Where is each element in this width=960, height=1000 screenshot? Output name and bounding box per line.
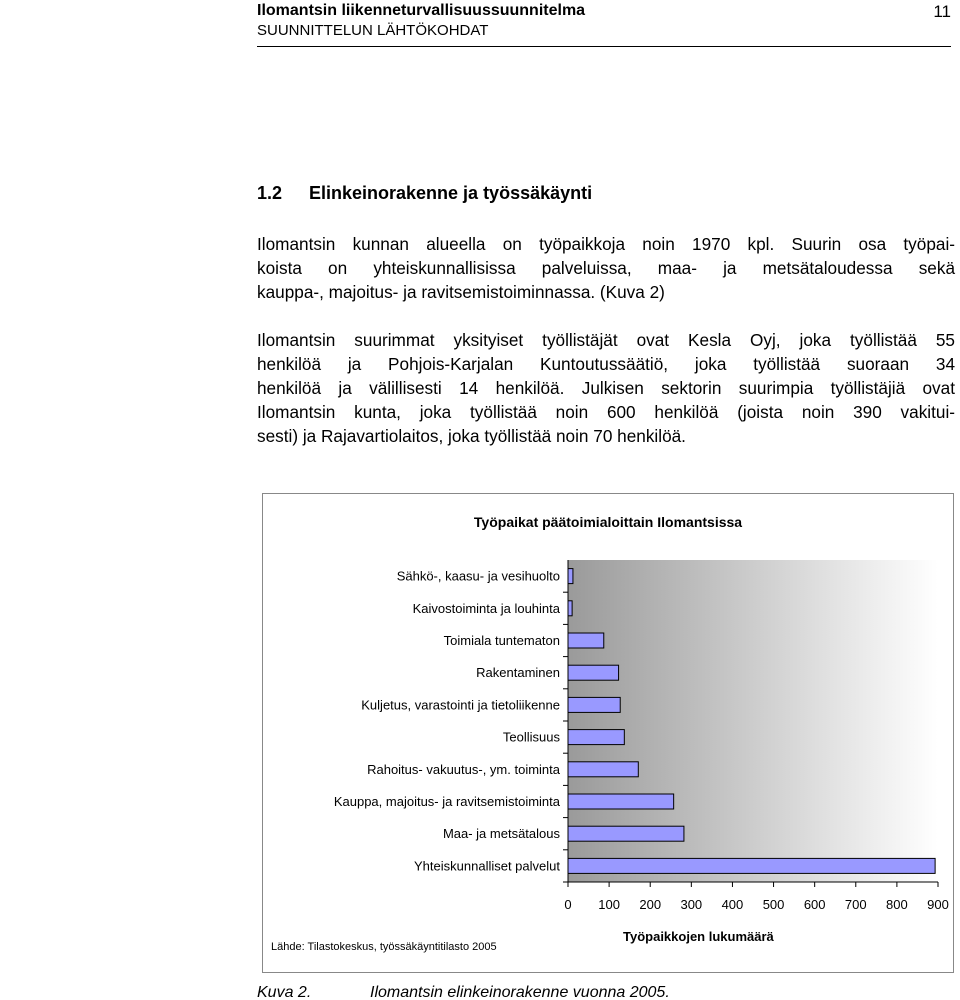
header-divider [257, 46, 951, 47]
category-label: Kauppa, majoitus- ja ravitsemistoiminta [333, 794, 560, 809]
bar [568, 633, 604, 648]
bar [568, 601, 572, 616]
paragraph-line: Ilomantsin kunta, joka työllistää noin 600 henkilöä (joista noin 390 vakitui- [257, 402, 955, 422]
x-tick-label: 700 [844, 897, 867, 912]
x-tick-label: 100 [598, 897, 620, 912]
bar [568, 665, 619, 680]
figure-caption [257, 984, 670, 1000]
x-axis-title: Työpaikkojen lukumäärä [623, 929, 774, 944]
x-tick-label: 500 [762, 897, 785, 912]
bar [568, 569, 573, 584]
chart-title: Työpaikat päätoimialoittain Ilomantsissa [473, 514, 743, 530]
category-label: Maa- ja metsätalous [442, 826, 560, 842]
document-subtitle: SUUNNITTELUN LÄHTÖKOHDAT [257, 22, 489, 39]
caption-text: Ilomantsin elinkeinorakenne vuonna 2005. [370, 984, 670, 1000]
category-label: Sähkö-, kaasu- ja vesihuolto [396, 568, 560, 584]
x-tick-label: 300 [680, 897, 703, 912]
document-title: Ilomantsin liikenneturvallisuussuunnitelma [257, 2, 586, 19]
category-label: Kaivostoiminta ja louhinta [412, 600, 560, 616]
paragraph-line: Ilomantsin kunnan alueella on työpaikkoja noin 1970 kpl. Suurin osa työpai- [257, 234, 955, 254]
chart-source: Lähde: Tilastokeskus, työssäkäyntitilasto 2005 [271, 941, 497, 953]
x-tick-label: 200 [639, 897, 662, 912]
paragraph-line: koista on yhteiskunnallisissa palveluissa, maa- ja metsätaloudessa sekä [257, 258, 955, 278]
x-tick-label: 400 [721, 897, 744, 912]
paragraph-line: kauppa-, majoitus- ja ravitsemistoiminnassa. (Kuva 2) [257, 282, 665, 302]
x-tick-label: 800 [886, 897, 908, 912]
paragraph-line: Ilomantsin suurimmat yksityiset työllistäjät ovat Kesla Oyj, joka työllistää 55 [257, 330, 955, 350]
bar [568, 826, 684, 841]
bar [568, 730, 624, 745]
category-label: Kuljetus, varastointi ja tietoliikenne [361, 697, 560, 713]
page-number: 11 [933, 2, 951, 21]
paragraph-line: henkilöä ja välillisesti 14 henkilöä. Julkisen sektorin suurimpia työllistäjiä ovat [257, 378, 955, 398]
caption-label: Kuva 2. [257, 984, 312, 1000]
bar [568, 697, 620, 712]
category-label: Toimiala tuntematon [443, 633, 560, 648]
section-title: Elinkeinorakenne ja työssäkäynti [309, 183, 593, 203]
section-number: 1.2 [257, 183, 283, 203]
category-label: Teollisuus [502, 729, 560, 745]
bar [568, 794, 674, 809]
paragraph-1 [257, 232, 955, 304]
category-label: Rakentaminen [476, 665, 560, 681]
x-tick-label: 900 [927, 897, 949, 912]
bar [568, 762, 638, 777]
category-label: Rahoitus- vakuutus-, ym. toiminta [367, 761, 560, 777]
paragraph-line: sesti) ja Rajavartiolaitos, joka työllistää noin 70 henkilöä. [257, 426, 686, 446]
bar [568, 858, 935, 873]
chart-frame [262, 493, 954, 973]
x-tick-label: 600 [803, 897, 826, 912]
x-tick-label: 0 [564, 897, 572, 912]
bar-chart [263, 494, 955, 974]
category-label: Yhteiskunnalliset palvelut [414, 858, 560, 874]
paragraph-2 [257, 328, 955, 448]
section-heading [257, 183, 592, 204]
paragraph-line: henkilöä ja Pohjois-Karjalan Kuntoutussäätiö, joka työllistää suoraan 34 [257, 354, 955, 374]
